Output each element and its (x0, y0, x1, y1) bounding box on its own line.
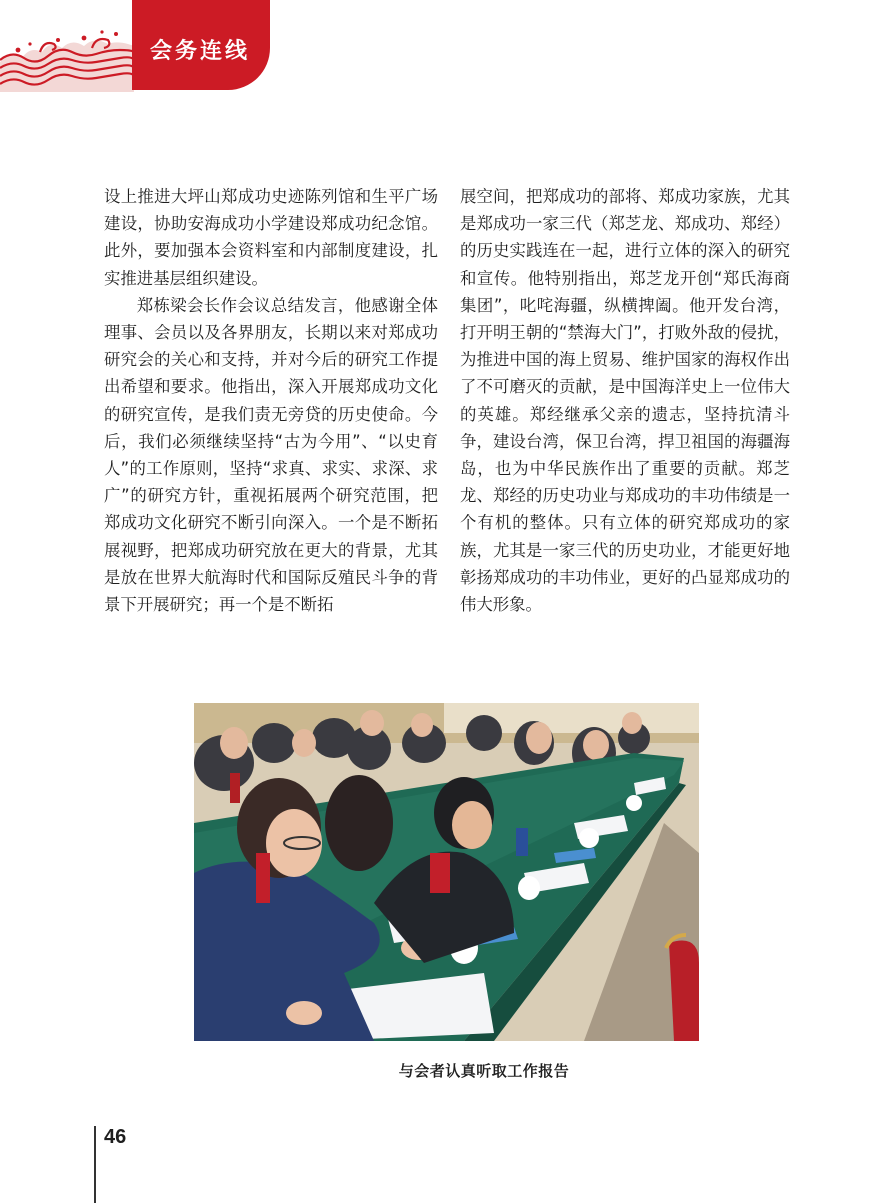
article-right-column (460, 183, 790, 618)
meeting-photo (194, 703, 699, 1041)
header-wave-ornament (0, 0, 134, 92)
wave-pattern-icon (0, 0, 134, 92)
paragraph: 郑栋梁会长作会议总结发言，他感谢全体理事、会员以及各界朋友，长期以来对郑成功研究会的关心和支持，并对今后的研究工作提出希望和要求。他指出，深入开展郑成功文化的研究宣传，是我们责无旁贷的历史使命。今后，我们必须继续坚持“古为今用”、“以史育人”的工作原则，坚持“求真、求实、求深、求广”的研究方针，重视拓展两个研究范围，把郑成功文化研究不断引向深入。一个是不断拓展视野，把郑成功研究放在更大的背景，尤其是放在世界大航海时代和国际反殖民斗争的背景下开展研究；再一个是不断拓 (104, 295, 438, 615)
page-rule (94, 1126, 96, 1203)
paragraph: 设上推进大坪山郑成功史迹陈列馆和生平广场建设，协助安海成功小学建设郑成功纪念馆。此外，要加强本会资料室和内部制度建设，扎实推进基层组织建设。 (104, 187, 438, 288)
paragraph: 展空间，把郑成功的部将、郑成功家族，尤其是郑成功一家三代（郑芝龙、郑成功、郑经）的历史实践连在一起，进行立体的深入的研究和宣传。他特别指出，郑芝龙开创“郑氏海商集团”，叱咤海疆，纵横捭阖。他开发台湾，打开明王朝的“禁海大门”，打败外敌的侵扰，为推进中国的海上贸易、维护国家的海权作出了不可磨灭的贡献，是中国海洋史上一位伟大的英雄。郑经继承父亲的遗志，坚持抗清斗争，建设台湾，保卫台湾，捍卫祖国的海疆海岛，也为中华民族作出了重要的贡献。郑芝龙、郑经的历史功业与郑成功的丰功伟绩是一个有机的整体。只有立体的研究郑成功的家族，尤其是一家三代的历史功业，才能更好地彰扬郑成功的丰功伟业，更好的凸显郑成功的伟大形象。 (460, 187, 790, 615)
section-title: 会务连线 (150, 38, 251, 64)
photo-caption: 与会者认真听取工作报告 (398, 1062, 570, 1080)
meeting-photo-illustration (194, 703, 699, 1041)
page-number: 46 (104, 1126, 127, 1148)
article-left-column (104, 183, 438, 618)
